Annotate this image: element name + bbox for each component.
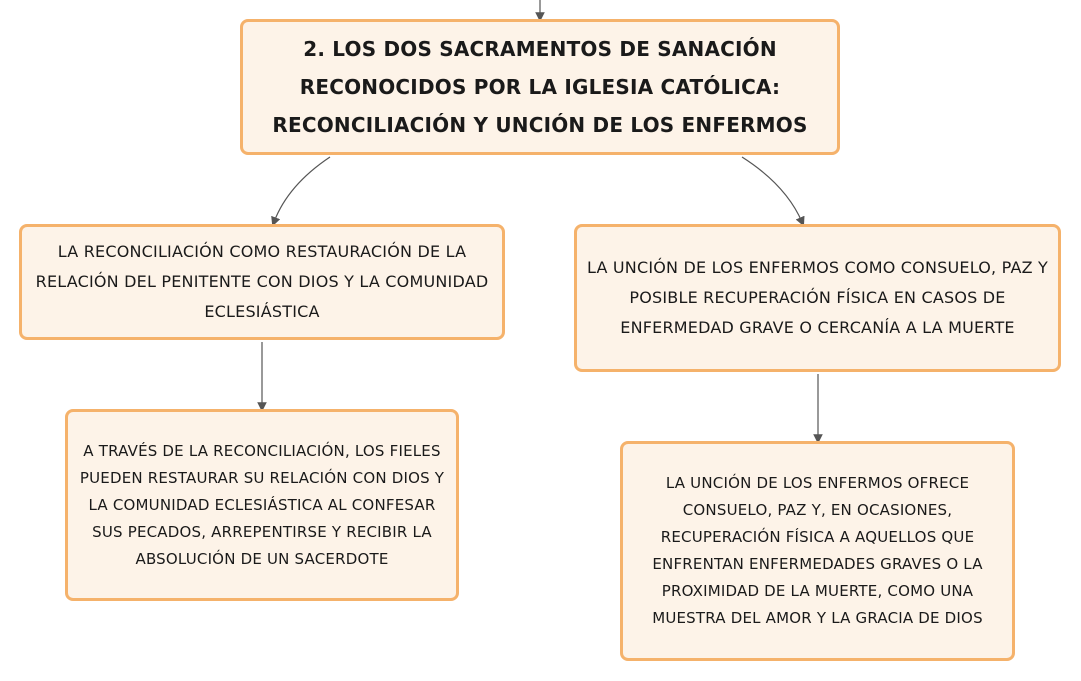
connector-main-to-left xyxy=(274,157,330,222)
reconciliation-topic-node[interactable] xyxy=(19,224,505,340)
reconciliation-topic-text: LA RECONCILIACIÓN COMO RESTAURACIÓN DE LA RELACIÓN DEL PENITENTE CON DIOS Y LA COMUNIDAD ECLESIÁSTICA xyxy=(35,242,489,321)
connector-main-to-right xyxy=(742,157,802,222)
reconciliation-detail-node[interactable] xyxy=(65,409,459,601)
anointing-topic-node[interactable] xyxy=(574,224,1061,372)
main-topic-text: 2. LOS DOS SACRAMENTOS DE SANACIÓN RECONOCIDOS POR LA IGLESIA CATÓLICA: RECONCILIACIÓN Y UNCIÓN DE LOS ENFERMOS xyxy=(272,37,808,137)
anointing-topic-text: LA UNCIÓN DE LOS ENFERMOS COMO CONSUELO, PAZ Y POSIBLE RECUPERACIÓN FÍSICA EN CASOS DE ENFERMEDAD GRAVE O CERCANÍA A LA MUERTE xyxy=(586,258,1049,337)
reconciliation-detail-text: A TRAVÉS DE LA RECONCILIACIÓN, LOS FIELES PUEDEN RESTAURAR SU RELACIÓN CON DIOS Y LA COMUNIDAD ECLESIÁSTICA AL CONFESAR SUS PECADOS, ARREPENTIRSE Y RECIBIR LA ABSOLUCIÓN DE UN SACERDOTE xyxy=(79,441,445,568)
main-topic-node[interactable] xyxy=(240,19,840,155)
anointing-detail-text: LA UNCIÓN DE LOS ENFERMOS OFRECE CONSUELO, PAZ Y, EN OCASIONES, RECUPERACIÓN FÍSICA A AQUELLOS QUE ENFRENTAN ENFERMEDADES GRAVES O LA PROXIMIDAD DE LA MUERTE, COMO UNA MUESTRA DEL AMOR Y LA GRACIA DE DIOS xyxy=(652,474,983,627)
anointing-detail-node[interactable] xyxy=(620,441,1015,661)
